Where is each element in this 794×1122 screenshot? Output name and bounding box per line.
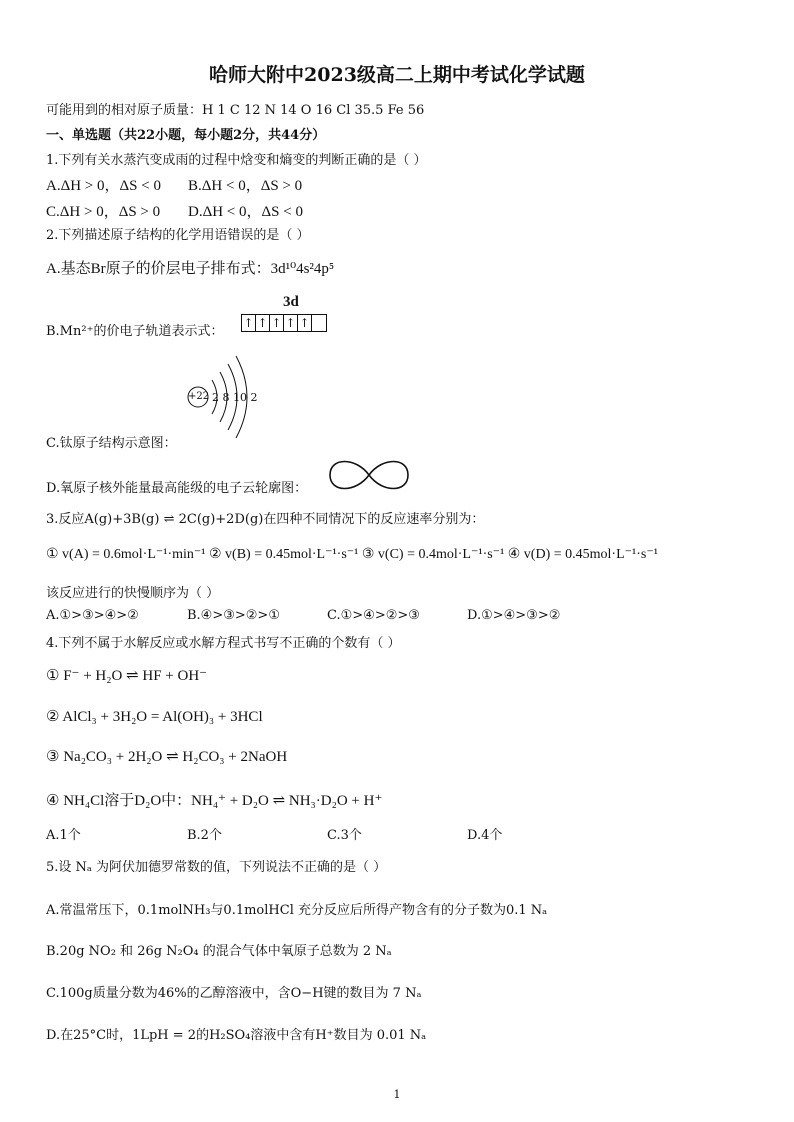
q2-option-c: C.钛原子结构示意图：: [46, 436, 177, 451]
q2-option-b: B.Mn²⁺的价电子轨道表示式：: [46, 324, 224, 339]
orbital-box: ↑: [298, 315, 312, 331]
q4-equation-1: ① F⁻ + H₂O ⇌ HF + OH⁻: [46, 668, 208, 684]
orbital-label: 3d: [283, 294, 299, 310]
q2-option-a: A.基态Br原子的价层电子排布式：3d¹⁰4s²4p⁵: [46, 261, 335, 277]
q1-stem: 1.下列有关水蒸汽变成雨的过程中焓变和熵变的判断正确的是（ ）: [46, 153, 427, 168]
q5-stem: 5.设 Nₐ 为阿伏加德罗常数的值，下列说法不正确的是（ ）: [46, 860, 387, 875]
q3-rates: ① v(A) = 0.6mol·L⁻¹·min⁻¹ ② v(B) = 0.45mol·L⁻¹·s⁻¹ ③ v(C) = 0.4mol·L⁻¹·s⁻¹ ④ v(D) = 0.45mol·L⁻¹·s⁻¹: [46, 547, 658, 562]
q4-option-a: A.1个: [46, 828, 81, 843]
q1-option-b: B.ΔH < 0，ΔS > 0: [188, 178, 303, 194]
orbital-box: ↑: [270, 315, 284, 331]
orbital-box: ↑: [256, 315, 270, 331]
atomic-masses: 可能用到的相对原子质量：H 1 C 12 N 14 O 16 Cl 35.5 Fe 56: [46, 103, 425, 118]
page-number: 1: [393, 1088, 401, 1101]
q4-option-b: B.2个: [187, 828, 222, 843]
q4-option-d: D.4个: [467, 828, 503, 843]
orbital-diagram: [241, 314, 327, 332]
q1-option-a: A.ΔH > 0，ΔS < 0: [46, 178, 161, 194]
q3-option-a: A.①>③>④>②: [46, 608, 139, 623]
q5-option-c: C.100g质量分数为46%的乙醇溶液中，含O−H键的数目为 7 Nₐ: [46, 986, 422, 1001]
q1-option-d: D.ΔH < 0，ΔS < 0: [188, 204, 303, 220]
q3-option-d: D.①>④>③>②: [467, 608, 561, 623]
q2-stem: 2.下列描述原子结构的化学用语错误的是（ ）: [46, 228, 310, 243]
q4-stem: 4.下列不属于水解反应或水解方程式书写不正确的个数有（ ）: [46, 636, 401, 651]
q3-option-c: C.①>④>②>③: [327, 608, 420, 623]
q5-option-a: A.常温常压下，0.1molNH₃与0.1molHCl 充分反应后所得产物含有的分子数为0.1 Nₐ: [46, 903, 548, 918]
page-title: 哈师大附中2023级高二上期中考试化学试题: [209, 64, 585, 86]
q5-option-d: D.在25°C时，1LpH = 2的H₂SO₄溶液中含有H⁺数目为 0.01 Nₐ: [46, 1028, 427, 1043]
electron-counts: 2 8 10 2: [212, 391, 258, 404]
q4-equation-4: ④ NH₄Cl溶于D₂O中：NH₄⁺ + D₂O ⇌ NH₃·D₂O + H⁺: [46, 793, 383, 809]
q4-equation-3: ③ Na₂CO₃ + 2H₂O ⇌ H₂CO₃ + 2NaOH: [46, 749, 288, 765]
q4-option-c: C.3个: [327, 828, 362, 843]
orbital-box: ↑: [242, 315, 256, 331]
q2-option-d: D.氧原子核外能量最高能级的电子云轮廓图：: [46, 481, 308, 496]
q4-equation-2: ② AlCl₃ + 3H₂O = Al(OH)₃ + 3HCl: [46, 709, 263, 725]
nucleus-charge: +22: [188, 391, 210, 402]
orbital-box: ↑: [284, 315, 298, 331]
q1-option-c: C.ΔH > 0，ΔS > 0: [46, 204, 161, 220]
section-heading: 一、单选题（共22小题，每小题2分，共44分）: [46, 128, 326, 143]
q3-stem: 3.反应A(g)+3B(g) ⇌ 2C(g)+2D(g)在四种不同情况下的反应速率分别为：: [46, 512, 485, 527]
orbital-box: [312, 315, 326, 331]
q3-ask: 该反应进行的快慢顺序为（ ）: [46, 586, 220, 601]
q5-option-b: B.20g NO₂ 和 26g N₂O₄ 的混合气体中氧原子总数为 2 Nₐ: [46, 944, 392, 959]
p-orbital-icon: [326, 455, 412, 495]
q3-option-b: B.④>③>②>①: [187, 608, 280, 623]
